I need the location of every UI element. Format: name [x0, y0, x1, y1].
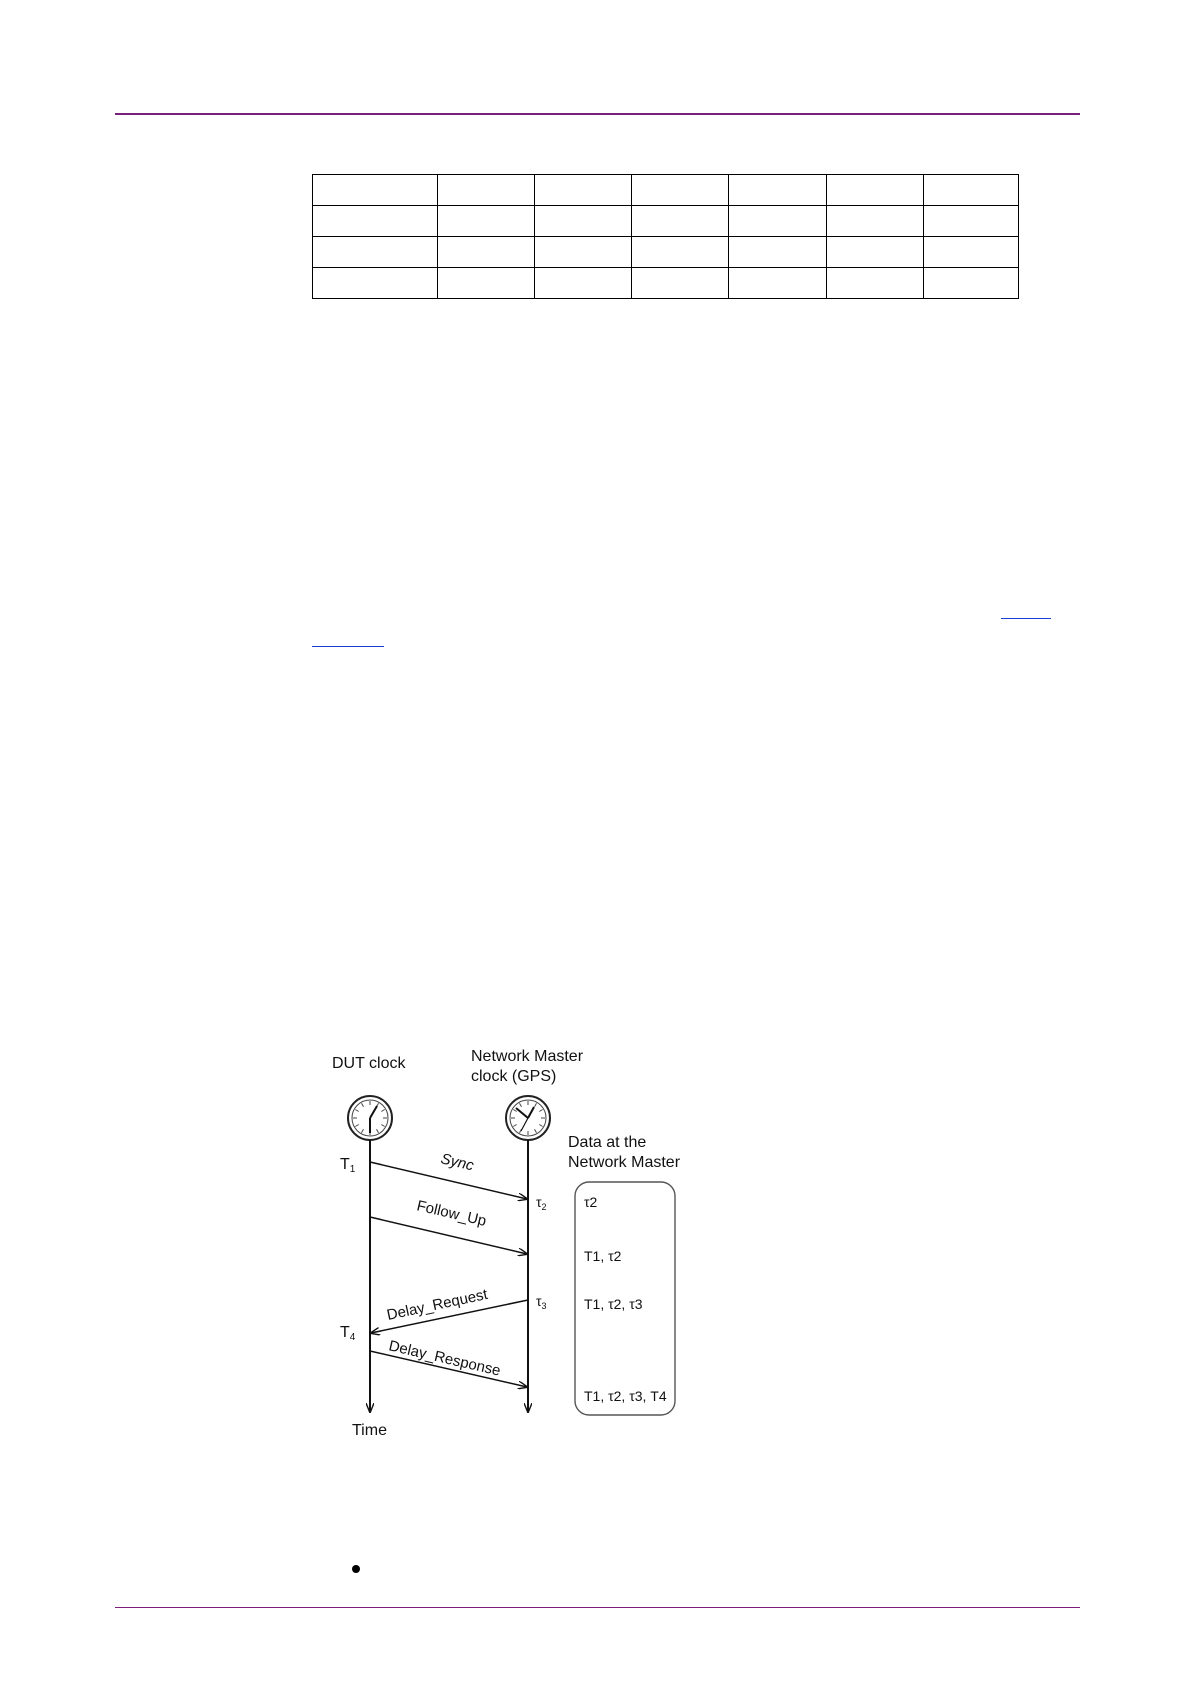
footer-rule: [115, 1607, 1080, 1608]
table-row: [313, 268, 1019, 299]
t4-label: T4: [340, 1324, 356, 1343]
master-clock-label-line1: Network Master: [471, 1048, 584, 1065]
master-clock-label-line2: clock (GPS): [471, 1068, 557, 1085]
list-bullet: [352, 1565, 360, 1573]
data-row-3: T1, τ2, τ3: [584, 1296, 643, 1312]
dut-clock-icon: [348, 1096, 392, 1140]
data-box-title-line2: Network Master: [568, 1154, 681, 1171]
tau3-label: $\tau_3$: [536, 1293, 547, 1311]
table-row: [313, 206, 1019, 237]
data-box-title-line1: Data at the: [568, 1134, 647, 1151]
delay-request-label: Delay_Request: [385, 1285, 490, 1324]
ptp-sequence-diagram: [320, 1045, 700, 1445]
t1-label: T1: [340, 1156, 356, 1175]
data-table: [312, 174, 1019, 299]
data-row-2: T1, τ2: [584, 1248, 622, 1264]
dut-clock-label: DUT clock: [332, 1055, 406, 1072]
sync-label: Sync: [439, 1150, 476, 1175]
delay-response-label: Delay_Response: [387, 1337, 503, 1380]
data-row-4: T1, τ2, τ3, T4: [584, 1388, 667, 1404]
table-row: [313, 175, 1019, 206]
follow-up-label: Follow_Up: [415, 1197, 488, 1230]
tau2-label: $\tau_2$: [536, 1194, 547, 1212]
time-axis-label: Time: [352, 1422, 387, 1439]
hyperlink-underline-continued[interactable]: [312, 624, 384, 647]
data-row-1: τ2: [584, 1194, 598, 1210]
follow-up-arrow: [370, 1217, 527, 1254]
table-row: [313, 237, 1019, 268]
master-clock-icon: [506, 1096, 550, 1140]
header-rule: [115, 113, 1080, 115]
hyperlink-underline[interactable]: [1001, 596, 1051, 619]
